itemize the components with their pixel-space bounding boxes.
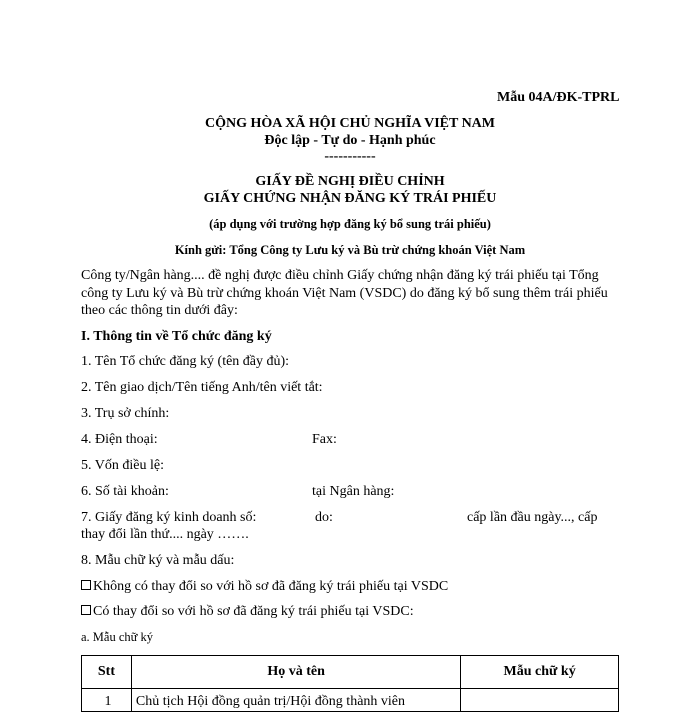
intro-paragraph-line2: công ty Lưu ký và Bù trừ chứng khoán Việt Nam (VSDC) do đăng ký bổ sung thêm trái phiếu [81,286,608,301]
document-title-line2: GIẤY CHỨNG NHẬN ĐĂNG KÝ TRÁI PHIẾU [203,191,497,206]
table-row [82,689,619,712]
option-change [81,605,414,619]
field-amendment: thay đổi lần thứ.... ngày ……. [81,527,249,542]
cell-stt: 1 [82,689,132,712]
intro-paragraph-line1: Công ty/Ngân hàng.... đề nghị được điều chỉnh Giấy chứng nhận đăng ký trái phiếu tại Tổng [81,268,599,283]
col-header-full-name: Họ và tên [131,656,460,689]
country-name: CỘNG HÒA XÃ HỘI CHỦ NGHĨA VIỆT NAM [204,116,495,131]
option-no-change [81,580,448,594]
table-header-row [82,656,619,689]
option-no-change-label: Không có thay đổi so với hồ sơ đã đăng ký trái phiếu tại VSDC [93,579,449,594]
col-header-stt: Stt [82,656,132,689]
intro-paragraph-line3: theo các thông tin dưới đây: [81,303,238,318]
checkbox-change[interactable] [81,605,91,615]
field-business-license: 7. Giấy đăng ký kinh doanh số: [81,510,257,525]
field-account-number: 6. Số tài khoản: [81,484,169,499]
field-trade-name: 2. Tên giao dịch/Tên tiếng Anh/tên viết tắt: [81,380,323,395]
field-head-office: 3. Trụ sở chính: [81,406,170,421]
field-bank: tại Ngân hàng: [312,484,395,499]
document-title-line1: GIẤY ĐỀ NGHỊ ĐIỀU CHỈNH [255,174,445,189]
field-signature-seal: 8. Mẫu chữ ký và mẫu dấu: [81,553,235,568]
header-separator: ----------- [324,149,376,164]
field-first-issue-date: cấp lần đầu ngày..., cấp [467,510,598,525]
document-subtitle: (áp dụng với trường hợp đăng ký bổ sung trái phiếu) [209,217,491,231]
section1-heading: I. Thông tin về Tổ chức đăng ký [81,329,272,344]
cell-signature [461,689,619,712]
col-header-signature: Mẫu chữ ký [461,656,619,689]
cell-full-name: Chủ tịch Hội đồng quản trị/Hội đồng thành viên [131,689,460,712]
signature-sample-heading: a. Mẫu chữ ký [81,630,154,644]
checkbox-no-change[interactable] [81,580,91,590]
option-change-label: Có thay đổi so với hồ sơ đã đăng ký trái phiếu tại VSDC: [93,604,414,619]
national-motto: Độc lập - Tự do - Hạnh phúc [264,133,436,148]
form-code: Mẫu 04A/ĐK-TPRL [497,90,620,105]
recipient-line: Kính gửi: Tổng Công ty Lưu ký và Bù trừ chứng khoán Việt Nam [174,243,526,257]
field-fax: Fax: [312,432,337,447]
signature-table [81,655,619,712]
field-phone: 4. Điện thoại: [81,432,158,447]
field-org-name: 1. Tên Tổ chức đăng ký (tên đầy đủ): [81,354,290,369]
field-charter-capital: 5. Vốn điều lệ: [81,458,164,473]
field-issued-by: do: [315,510,333,525]
